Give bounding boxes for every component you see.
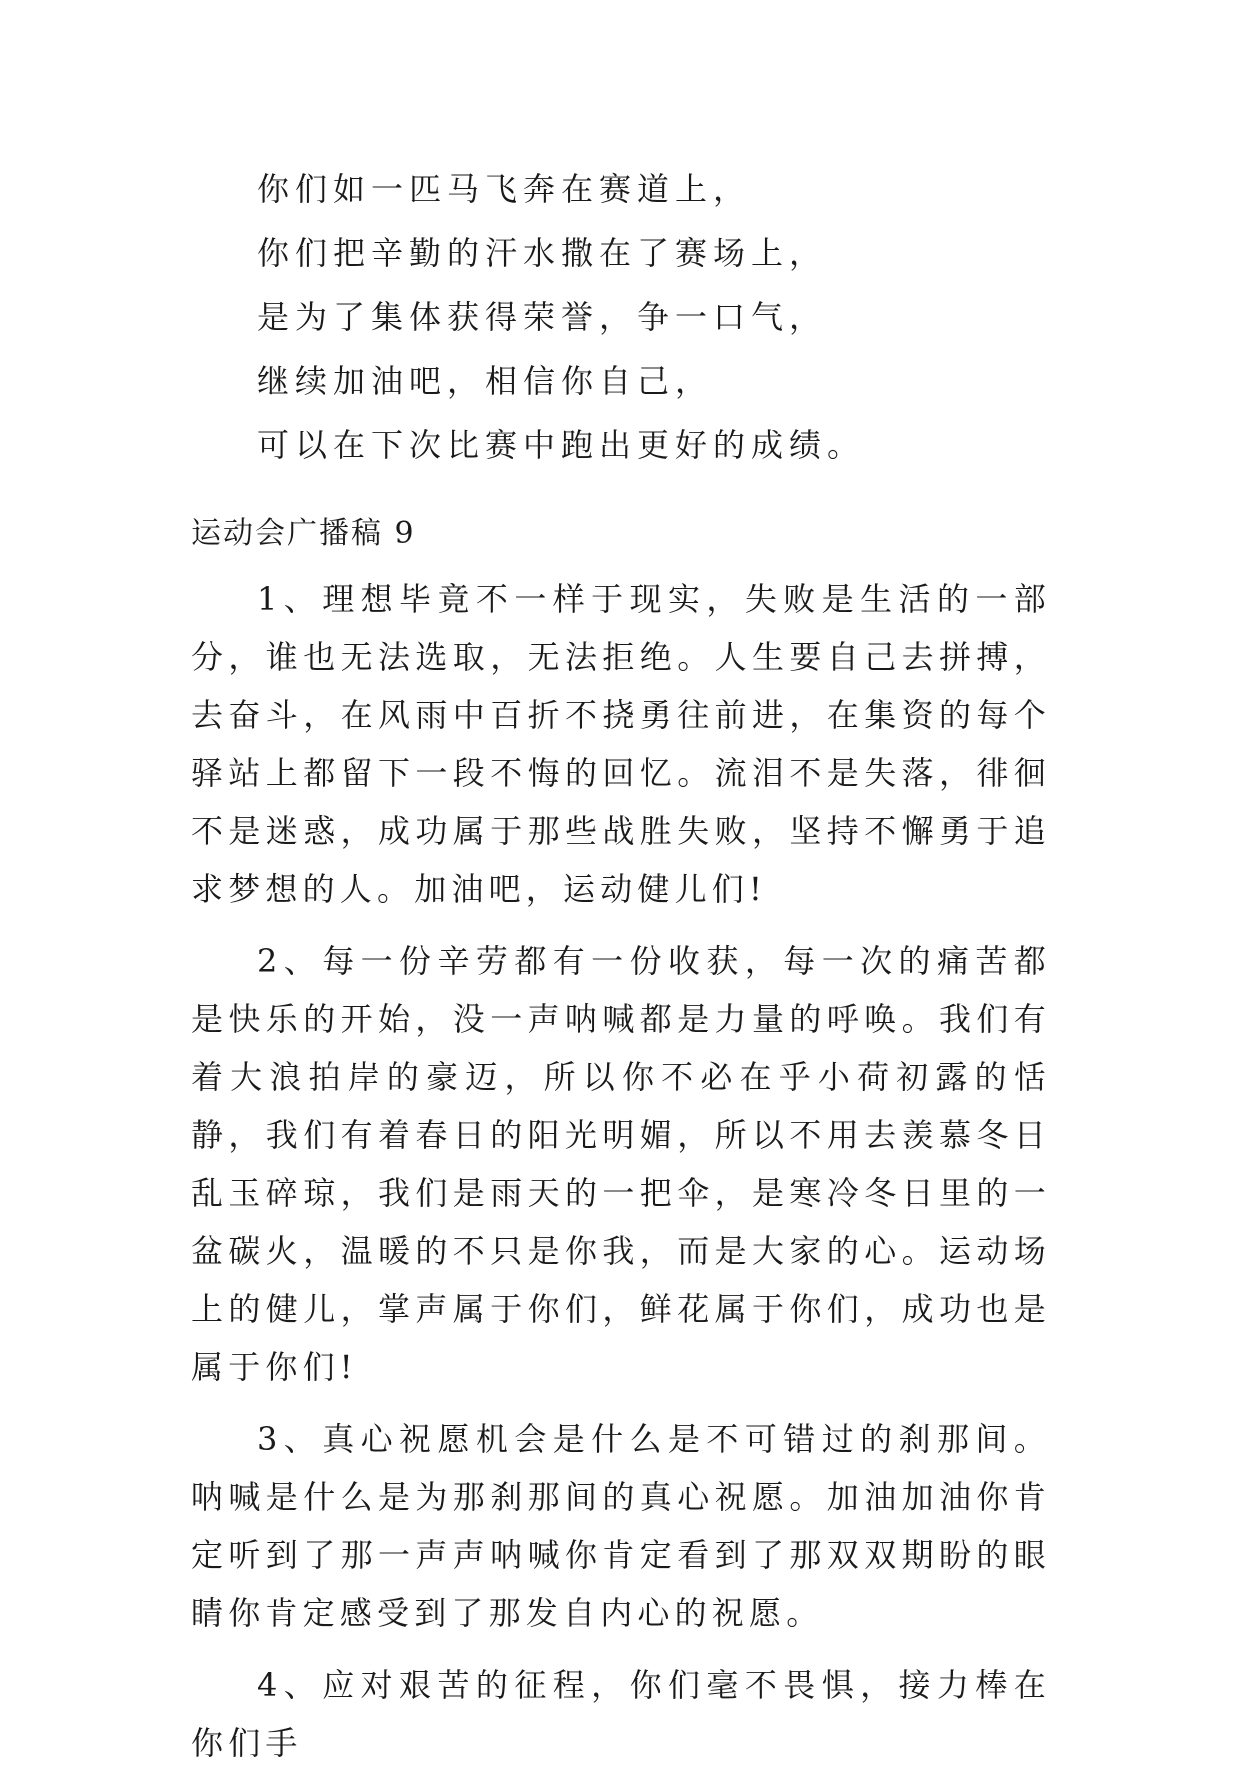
poem-line: 可以在下次比赛中跑出更好的成绩。 xyxy=(257,426,866,464)
paragraph: 1、理想毕竟不一样于现实，失败是生活的一部分，谁也无法选取，无法拒绝。人生要自己去拼搏，去奋斗，在风雨中百折不挠勇往前进，在集资的每个驿站上都留下一段不悔的回忆。流泪不是失落，徘徊不是迷惑，成功属于那些战胜失败，坚持不懈勇于追求梦想的人。加油吧，运动健儿们! xyxy=(191,580,1051,908)
poem-line: 是为了集体获得荣誉，争一口气， xyxy=(257,298,828,336)
poem-line: 你们如一匹马飞奔在赛道上， xyxy=(257,170,752,208)
poem-line: 继续加油吧，相信你自己， xyxy=(257,362,714,400)
poem-block xyxy=(257,164,1057,470)
paragraph: 2、每一份辛劳都有一份收获，每一次的痛苦都是快乐的开始，没一声呐喊都是力量的呼唤。我们有着大浪拍岸的豪迈，所以你不必在乎小荷初露的恬静，我们有着春日的阳光明媚，所以不用去羡慕冬日乱玉碎琼，我们是雨天的一把伞，是寒冷冬日里的一盆碳火，温暖的不只是你我，而是大家的心。运动场上的健儿，掌声属于你们，鲜花属于你们，成功也是属于你们! xyxy=(191,942,1051,1386)
body-text xyxy=(191,570,1051,1786)
poem-line: 你们把辛勤的汗水撒在了赛场上， xyxy=(257,234,828,272)
paragraph: 4、应对艰苦的征程，你们毫不畏惧，接力棒在你们手 xyxy=(191,1666,1051,1762)
section-heading: 运动会广播稿 9 xyxy=(191,516,416,551)
paragraph: 3、真心祝愿机会是什么是不可错过的刹那间。呐喊是什么是为那刹那间的真心祝愿。加油加油你肯定听到了那一声声呐喊你肯定看到了那双双期盼的眼睛你肯定感受到了那发自内心的祝愿。 xyxy=(191,1420,1051,1632)
